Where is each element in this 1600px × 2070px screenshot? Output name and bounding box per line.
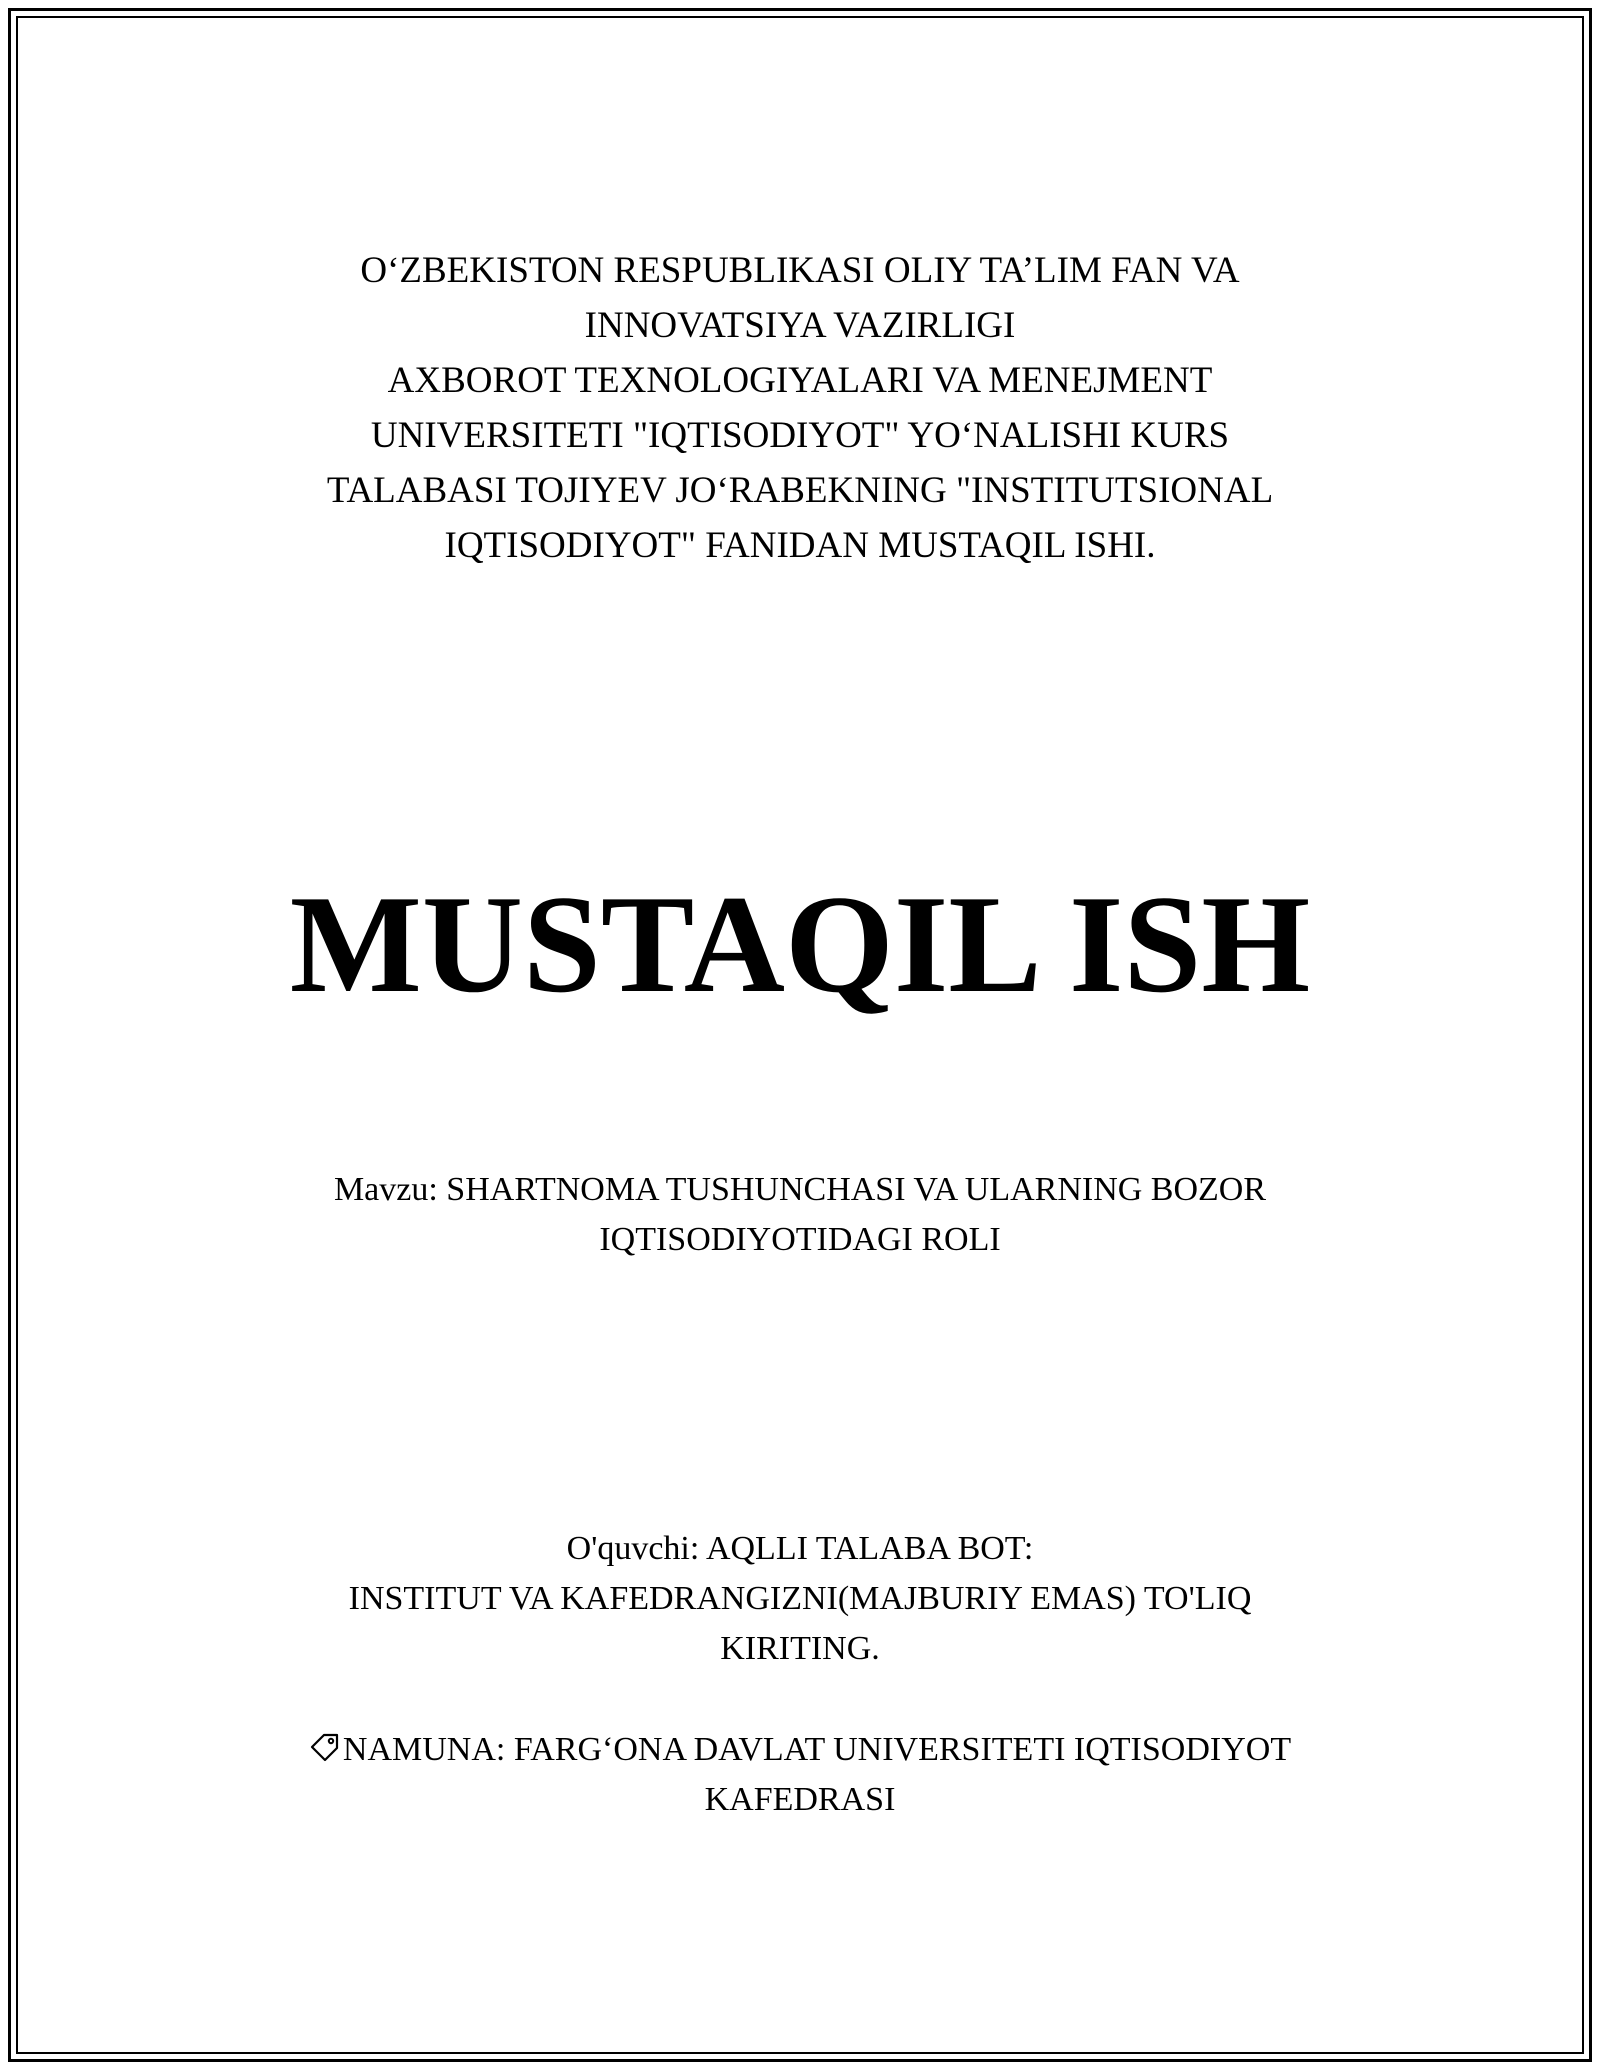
student-line: KIRITING. — [720, 1630, 880, 1667]
tag-icon — [309, 1729, 341, 1761]
sample-section — [0, 1725, 1600, 1825]
sample-line-text: NAMUNA: FARG‘ONA DAVLAT UNIVERSITETI IQTISODIYOT — [342, 1731, 1292, 1768]
student-section — [0, 1524, 1600, 1674]
sample-line-first — [0, 1725, 1600, 1775]
header-line: UNIVERSITETI "IQTISODIYOT" YO‘NALISHI KURS — [370, 415, 1230, 456]
topic-line: IQTISODIYOTIDAGI ROLI — [599, 1221, 1001, 1258]
header-line: O‘ZBEKISTON RESPUBLIKASI OLIY TA’LIM FAN VA — [360, 250, 1240, 291]
student-line: INSTITUT VA KAFEDRANGIZNI(MAJBURIY EMAS) TO'LIQ — [348, 1580, 1252, 1617]
topic-line: Mavzu: SHARTNOMA TUSHUNCHASI VA ULARNING BOZOR — [333, 1171, 1267, 1208]
ministry-header — [0, 243, 1600, 573]
topic-section — [0, 1165, 1600, 1265]
student-line: O'quvchi: AQLLI TALABA BOT: — [566, 1530, 1034, 1567]
header-line: INNOVATSIYA VAZIRLIGI — [584, 305, 1016, 346]
header-line: IQTISODIYOT" FANIDAN MUSTAQIL ISHI. — [444, 525, 1156, 566]
header-line: AXBOROT TEXNOLOGIYALARI VA MENEJMENT — [387, 360, 1213, 401]
sample-line: KAFEDRASI — [704, 1781, 896, 1818]
header-line: TALABASI TOJIYEV JO‘RABEKNING "INSTITUTSIONAL — [326, 470, 1274, 511]
document-title: MUSTAQIL ISH — [289, 867, 1311, 1022]
